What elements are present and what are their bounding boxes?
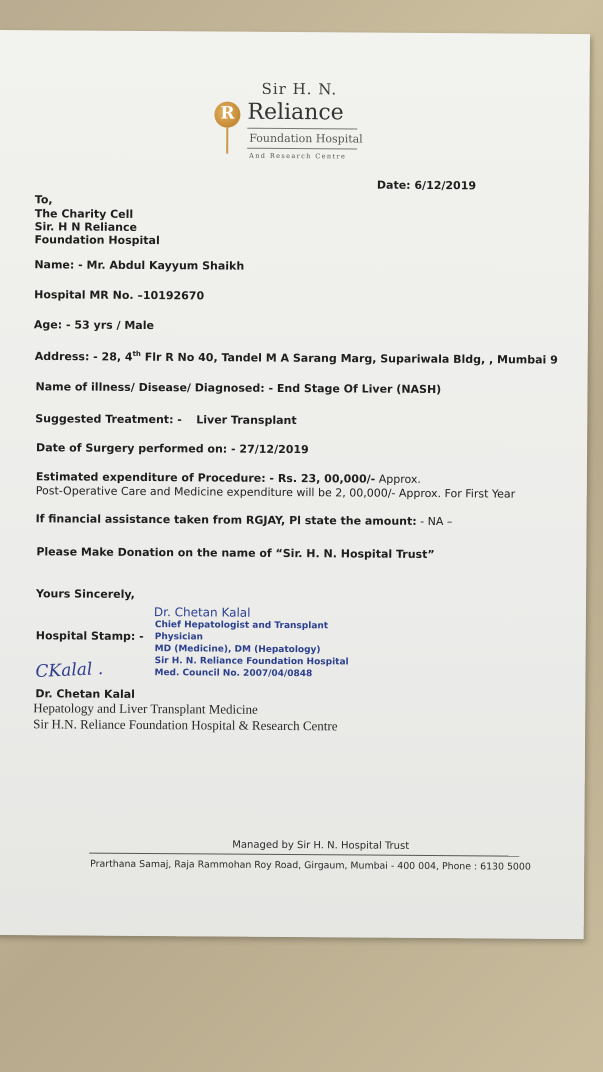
recipient-line-4: Foundation Hospital — [34, 233, 160, 248]
hospital-subtitle: Foundation Hospital — [249, 131, 363, 146]
footer-managed-by: Managed by Sir H. N. Hospital Trust — [232, 839, 410, 852]
footer-divider — [89, 853, 519, 857]
letter-date: Date: 6/12/2019 — [376, 178, 477, 193]
signatory-department: Hepatology and Liver Transplant Medicine — [33, 700, 258, 717]
signatory-organization: Sir H.N. Reliance Foundation Hospital & Research Centre — [33, 716, 338, 734]
expenditure-line: Estimated expenditure of Procedure: - Rs. 23, 00,000/- Approx. — [35, 470, 421, 486]
stamp-line-2: Physician — [154, 632, 204, 643]
patient-name: Name: - Mr. Abdul Kayyum Shaikh — [34, 258, 245, 273]
diagnosis: Name of illness/ Disease/ Diagnosed: - End Stage Of Liver (NASH) — [35, 380, 442, 397]
stamp-line-1: Chief Hepatologist and Transplant — [154, 620, 329, 632]
signatory-name: Dr. Chetan Kalal — [35, 687, 136, 701]
footer-address: Prarthana Samaj, Raja Rammohan Roy Road, Girgaum, Mumbai - 400 004, Phone : 6130 5000 — [90, 858, 531, 873]
donation-request: Please Make Donation on the name of “Sir. H. N. Hospital Trust” — [36, 545, 435, 562]
header-divider — [247, 128, 357, 130]
treatment-label: Suggested Treatment: - — [35, 412, 182, 427]
stamp-line-3: MD (Medicine), DM (Hepatology) — [154, 644, 321, 656]
rgjay-line: If financial assistance taken from RGJAY, Pl state the amount: - NA – — [35, 512, 453, 529]
reliance-logo-icon — [214, 101, 240, 127]
hospital-tagline: And Research Centre — [249, 151, 347, 161]
logo-stem-decoration — [226, 128, 228, 154]
handwritten-signature: CKalal . — [35, 658, 104, 683]
letter-page — [0, 30, 590, 939]
hospital-name-prefix: Sir H. N. — [261, 79, 338, 99]
recipient-line-2: The Charity Cell — [34, 207, 134, 221]
stamp-line-5: Med. Council No. 2007/04/0848 — [154, 668, 313, 680]
stamp-label: Hospital Stamp: - — [35, 629, 144, 644]
hospital-name: Reliance — [247, 99, 344, 126]
stamp-line-4: Sir H. N. Reliance Foundation Hospital — [154, 656, 349, 668]
patient-age: Age: - 53 yrs / Male — [33, 318, 155, 333]
mr-number: Hospital MR No. –10192670 — [34, 288, 205, 303]
patient-address: Address: - 28, 4th Flr R No 40, Tandel M A Sarang Marg, Supariwala Bldg, , Mumbai 9 — [34, 349, 558, 367]
post-op-expenditure: Post-Operative Care and Medicine expenditure will be 2, 00,000/- Approx. For First Year — [35, 484, 516, 501]
logo-letter: R — [220, 103, 235, 124]
surgery-date: Date of Surgery performed on: - 27/12/2019 — [36, 441, 309, 457]
header-divider-2 — [247, 148, 357, 150]
recipient-line-3: Sir. H N Reliance — [34, 220, 138, 234]
stamp-doctor-name: Dr. Chetan Kalal — [153, 605, 251, 620]
recipient-line-1: To, — [34, 193, 53, 207]
closing: Yours Sincerely, — [36, 587, 135, 601]
treatment-value: Liver Transplant — [196, 413, 297, 428]
